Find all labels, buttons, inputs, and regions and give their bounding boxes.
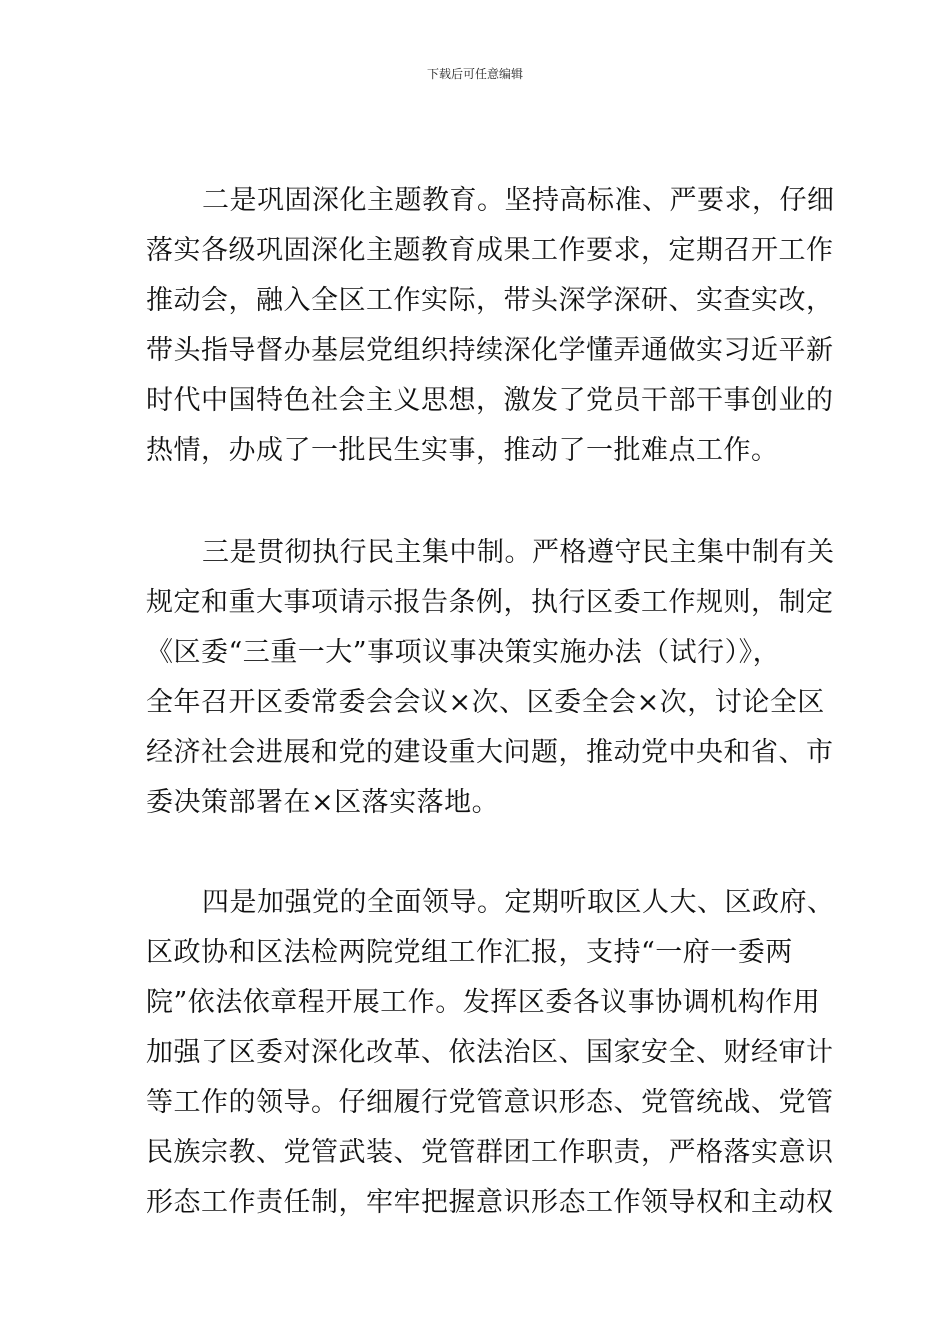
paragraph-line: 经济社会进展和党的建设重大问题，推动党中央和省、市 xyxy=(146,737,834,768)
paragraph-line: 等工作的领导。仔细履行党管意识形态、党管统战、党管 xyxy=(146,1087,834,1118)
paragraph-line: 二是巩固深化主题教育。坚持高标准、严要求，仔细 xyxy=(202,185,835,216)
paragraph-line: 区政协和区法检两院党组工作汇报，支持“一府一委两 xyxy=(146,937,793,968)
paragraph-line: 加强了区委对深化改革、依法治区、国家安全、财经审计 xyxy=(146,1037,834,1068)
paragraph-line: 三是贯彻执行民主集中制。严格遵守民主集中制有关 xyxy=(202,537,835,568)
paragraph-line: 委决策部署在×区落实落地。 xyxy=(146,787,500,818)
paragraph-line: 时代中国特色社会主义思想，激发了党员干部干事创业的 xyxy=(146,385,834,416)
paragraph-democratic-centralism xyxy=(146,528,835,828)
paragraph-line: 落实各级巩固深化主题教育成果工作要求，定期召开工作 xyxy=(146,235,834,266)
paragraph-line: 全年召开区委常委会会议×次、区委全会×次，讨论全区 xyxy=(146,687,825,718)
paragraph-consolidate-education xyxy=(146,176,835,476)
paragraph-line: 形态工作责任制，牢牢把握意识形态工作领导权和主动权 xyxy=(146,1187,834,1218)
paragraph-line: 规定和重大事项请示报告条例，执行区委工作规则，制定 xyxy=(146,587,834,618)
paragraph-line: 院”依法依章程开展工作。发挥区委各议事协调机构作用 xyxy=(146,987,821,1018)
paragraph-line: 民族宗教、党管武装、党管群团工作职责，严格落实意识 xyxy=(146,1137,834,1168)
paragraph-line: 推动会，融入全区工作实际，带头深学深研、实查实改， xyxy=(146,285,834,316)
paragraph-line: 带头指导督办基层党组织持续深化学懂弄通做实习近平新 xyxy=(146,335,834,366)
paragraph-party-leadership xyxy=(146,878,835,1228)
paragraph-line: 《区委“三重一大”事项议事决策实施办法（试行）》， xyxy=(146,637,781,668)
paragraph-line: 热情，办成了一批民生实事，推动了一批难点工作。 xyxy=(146,435,779,466)
paragraph-line: 四是加强党的全面领导。定期听取区人大、区政府、 xyxy=(202,887,835,918)
page-header: 下载后可任意编辑 xyxy=(426,67,523,81)
